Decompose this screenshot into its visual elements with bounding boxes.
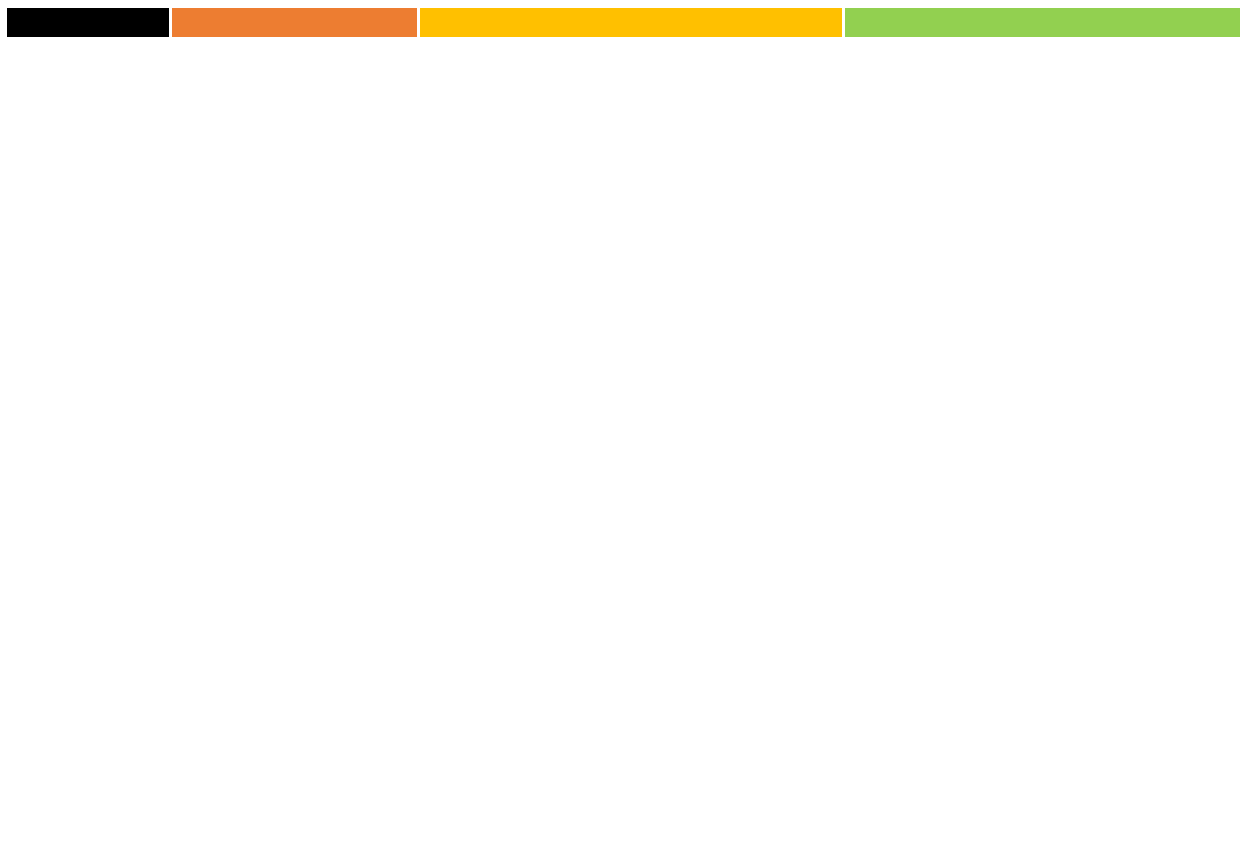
sector-restrictions-table xyxy=(7,8,1240,37)
header-cell-3 xyxy=(845,8,1240,37)
next-section-bar-teal-segment xyxy=(1143,851,1194,862)
header-cell-1 xyxy=(172,8,420,37)
header-row xyxy=(7,8,1240,37)
next-section-bar-blue-segment xyxy=(7,851,1148,862)
bar-divider xyxy=(1057,851,1059,862)
header-cell-2 xyxy=(420,8,845,37)
bar-divider xyxy=(172,851,174,862)
next-section-bar-gray-segment xyxy=(1193,851,1241,862)
next-section-bar xyxy=(7,851,1240,862)
bar-divider xyxy=(420,851,422,862)
header-cell-0 xyxy=(7,8,172,37)
bar-divider xyxy=(848,851,850,862)
